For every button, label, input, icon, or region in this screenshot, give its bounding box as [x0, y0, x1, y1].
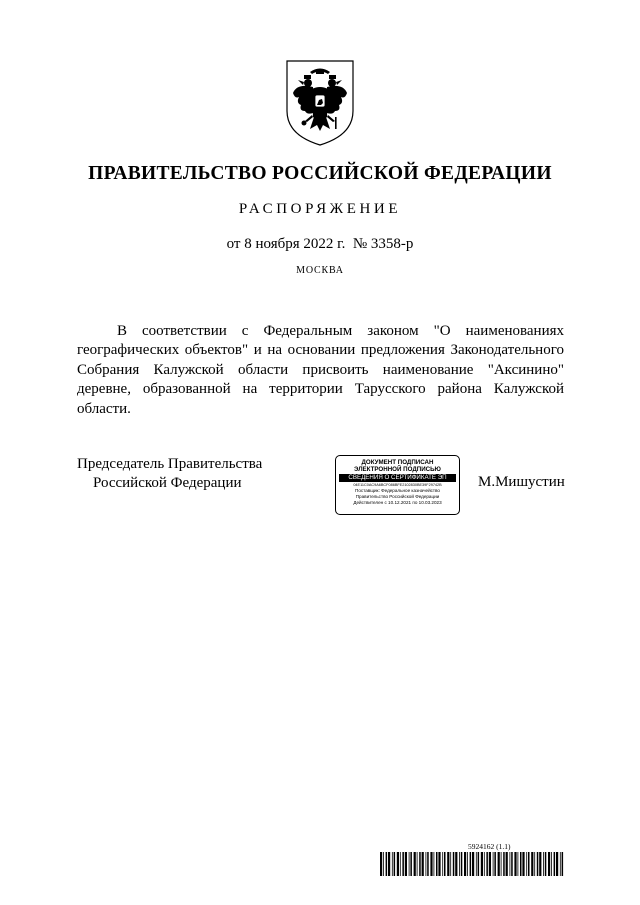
- stamp-supplier: Поставщик: Федеральное казначейство: [355, 488, 440, 493]
- signer-position-line2: Российской Федерации: [93, 475, 242, 491]
- stamp-line1: ДОКУМЕНТ ПОДПИСАН: [361, 459, 434, 466]
- double-headed-eagle-icon: [283, 59, 357, 147]
- barcode: [380, 852, 565, 876]
- signer-position: [77, 455, 262, 493]
- stamp-line2: ЭЛЕКТРОННОЙ ПОДПИСЬЮ: [354, 466, 441, 473]
- signer-name: М.Мишустин: [478, 474, 565, 490]
- electronic-signature-stamp: [335, 455, 460, 515]
- document-id: 5924162 (1.1): [468, 842, 511, 851]
- order-paragraph: В соответствии с Федеральным законом "О наименованиях географических объектов" и на основании предложения Законодательного Собрания Калужской области присвоить наименование "Аксинино" деревне, образованной на территории Тарусского района Калужской области.: [77, 323, 564, 417]
- city-label: МОСКВА: [296, 265, 344, 276]
- stamp-certificate-number: 04E11C0AC9A6BCF086BFE2102830BE39F29742B: [353, 483, 442, 487]
- document-type: РАСПОРЯЖЕНИЕ: [238, 201, 402, 217]
- stamp-owner: Правительство Российской Федерации: [355, 494, 440, 499]
- signer-position-line1: Председатель Правительства: [77, 456, 263, 472]
- date-and-number: от 8 ноября 2022 г. № 3358-р: [226, 236, 414, 252]
- stamp-validity: Действителен с 10.12.2021 по 10.03.2023: [353, 500, 442, 505]
- stamp-certificate-bar: СВЕДЕНИЯ О СЕРТИФИКАТЕ ЭП: [339, 474, 456, 482]
- document-title: ПРАВИТЕЛЬСТВО РОССИЙСКОЙ ФЕДЕРАЦИИ: [88, 163, 552, 184]
